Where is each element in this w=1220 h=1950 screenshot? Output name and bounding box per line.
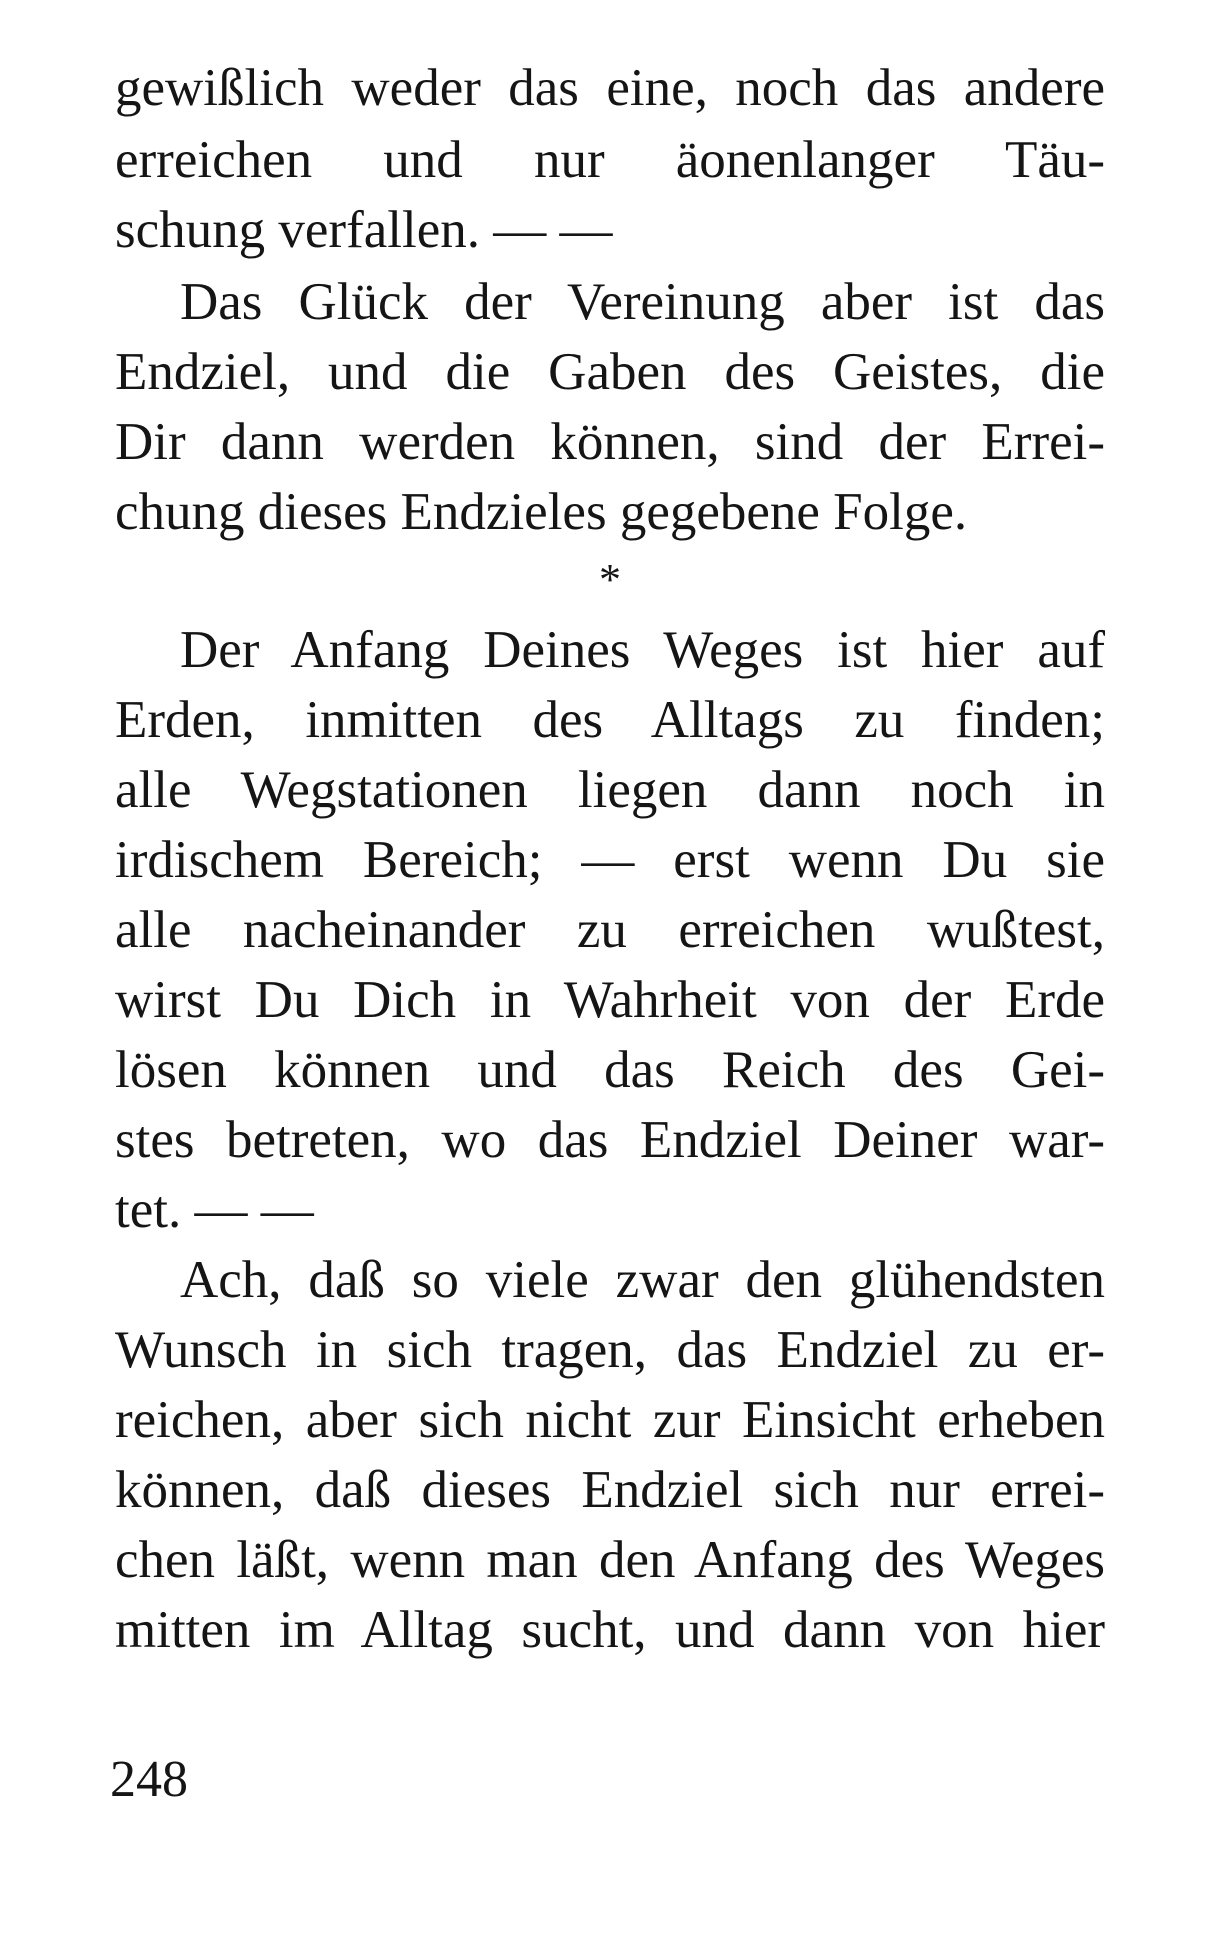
text-line-16: tet. — — <box>115 1181 314 1239</box>
text-line-18: Wunsch in sich tragen, das Endziel zu er- <box>115 1321 1105 1379</box>
text-line-3: schung verfallen. — — <box>115 201 613 259</box>
text-line-17: Ach, daß so viele zwar den glühendsten <box>180 1251 1105 1309</box>
text-line-22: mitten im Alltag sucht, und dann von hier <box>115 1601 1105 1659</box>
text-line-9: Erden, inmitten des Alltags zu finden; <box>115 691 1105 749</box>
text-line-6: Dir dann werden können, sind der Errei- <box>115 413 1105 471</box>
text-line-10: alle Wegstationen liegen dann noch in <box>115 761 1105 819</box>
text-line-20: können, daß dieses Endziel sich nur errei- <box>115 1461 1105 1519</box>
text-line-13: wirst Du Dich in Wahrheit von der Erde <box>115 971 1105 1029</box>
text-line-21: chen läßt, wenn man den Anfang des Weges <box>115 1531 1105 1589</box>
text-line-19: reichen, aber sich nicht zur Einsicht erheben <box>115 1391 1105 1449</box>
text-line-12: alle nacheinander zu erreichen wußtest, <box>115 901 1105 959</box>
text-line-7: chung dieses Endzieles gegebene Folge. <box>115 483 968 541</box>
text-line-4: Das Glück der Vereinung aber ist das <box>180 273 1105 331</box>
text-line-2: erreichen und nur äonenlanger Täu- <box>115 131 1105 189</box>
text-line-1: gewißlich weder das eine, noch das andere <box>115 59 1105 117</box>
page-number: 248 <box>110 1751 188 1808</box>
text-line-11: irdischem Bereich; — erst wenn Du sie <box>115 831 1105 889</box>
text-line-15: stes betreten, wo das Endziel Deiner war- <box>115 1111 1105 1169</box>
text-line-5: Endziel, und die Gaben des Geistes, die <box>115 343 1105 401</box>
section-ornament: * <box>599 555 621 604</box>
text-line-8: Der Anfang Deines Weges ist hier auf <box>180 621 1105 679</box>
text-line-14: lösen können und das Reich des Gei- <box>115 1041 1105 1099</box>
